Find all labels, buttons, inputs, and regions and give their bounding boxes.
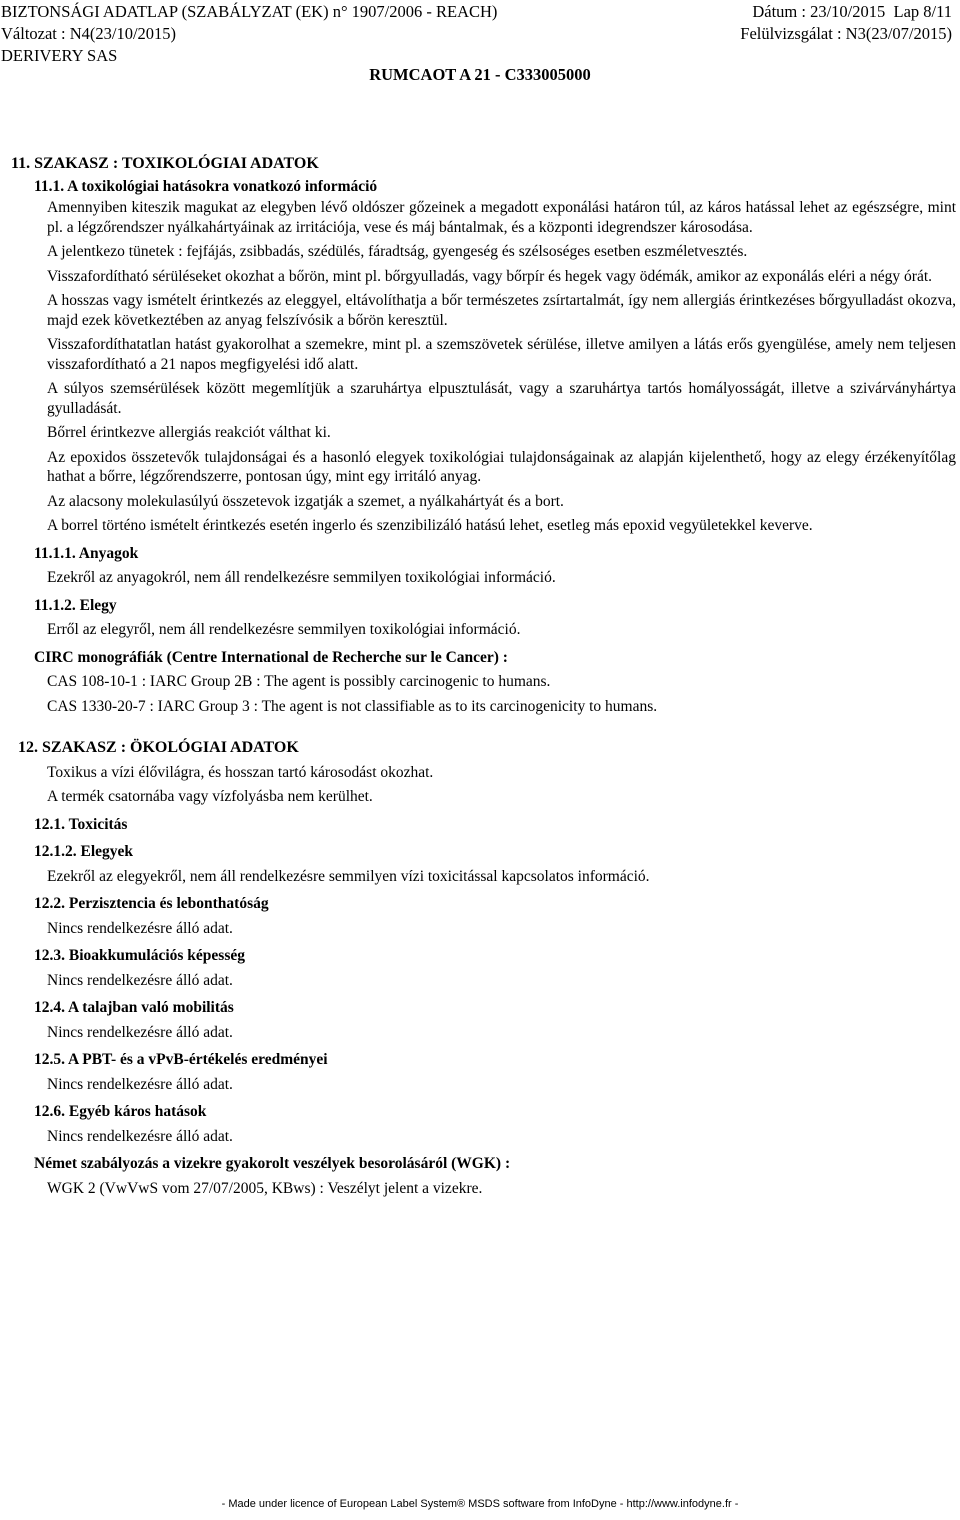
subsection-12-3-title: 12.3. Bioakkumulációs képesség bbox=[34, 947, 246, 964]
paragraph: Ezekről az anyagokról, nem áll rendelkezésre semmilyen toxikológiai információ. bbox=[47, 569, 556, 586]
paragraph: Az epoxidos összetevők tulajdonságai és a hasonló elegyek toxikológiai tulajdonságainak az alapján kijelenthető, hogy az elegy érzékenyítőlag hathat a bőrre, légzőrendszerre, pontosan úgy, mint egy irritáló anyag. bbox=[47, 448, 956, 485]
date-page-line bbox=[612, 1, 952, 23]
subsection-12-6-title: 12.6. Egyéb káros hatások bbox=[34, 1103, 207, 1120]
paragraph: A súlyos szemsérülések között megemlítjük a szaruhártya elpusztulását, vagy a szaruhártya tartós homályosságát, illetve a szivárványhártya gyulladását. bbox=[47, 380, 956, 417]
paragraph: A termék csatornába vagy vízfolyásba nem kerülhet. bbox=[47, 788, 373, 805]
paragraph: Bőrrel érintkezve allergiás reakciót válthat ki. bbox=[47, 424, 331, 441]
subsection-11-1-1-title: 11.1.1. Anyagok bbox=[34, 544, 139, 562]
paragraph: Az alacsony molekulasúlyú összetevok izgatják a szemet, a nyálkahártyát és a bort. bbox=[47, 492, 564, 510]
subsection-11-1-2-title: 11.1.2. Elegy bbox=[34, 596, 117, 614]
paragraph: Ezekről az elegyekről, nem áll rendelkezésre semmilyen vízi toxicitással kapcsolatos információ. bbox=[47, 867, 650, 885]
paragraph: A jelentkezo tünetek : fejfájás, zsibbadás, szédülés, fáradtság, gyengeség és szélsoséges esetben eszméletvesztés. bbox=[47, 243, 748, 260]
section-11-title: 11. SZAKASZ : TOXIKOLÓGIAI ADATOK bbox=[11, 155, 319, 172]
header-left bbox=[1, 1, 621, 67]
paragraph: Nincs rendelkezésre álló adat. bbox=[47, 919, 233, 937]
circ-line: CAS 1330-20-7 : IARC Group 3 : The agent is not classifiable as to its carcinogenicity to humans. bbox=[47, 697, 658, 715]
header-right bbox=[612, 1, 952, 45]
document-title: BIZTONSÁGI ADATLAP (SZABÁLYZAT (EK) n° 1907/2006 - REACH) bbox=[1, 2, 498, 21]
document-body bbox=[0, 154, 958, 1198]
paragraph: Nincs rendelkezésre álló adat. bbox=[47, 1127, 233, 1145]
wgk-title: Német szabályozás a vizekre gyakorolt veszélyek besorolásáról (WGK) : bbox=[34, 1155, 511, 1172]
paragraph: Amennyiben kiteszik magukat az elegyben lévő oldószer gőzeinek a megadott exponálási határon túl, az káros hatással lehet az egészségre, mint pl. a légzőrendszer nyálkahártyáinak az irritációja, vese és máj bántalmak, és a központi idegrendszer károsodása. bbox=[47, 199, 956, 236]
wgk-line: WGK 2 (VwVwS vom 27/07/2005, KBws) : Veszélyt jelent a vizekre. bbox=[47, 1179, 483, 1197]
subsection-12-2-title: 12.2. Perzisztencia és lebonthatóság bbox=[34, 895, 269, 912]
circ-title: CIRC monográfiák (Centre International de Recherche sur le Cancer) : bbox=[34, 648, 508, 666]
section-12-title: 12. SZAKASZ : ÖKOLÓGIAI ADATOK bbox=[18, 739, 299, 756]
paragraph: A hosszas vagy ismételt érintkezés az eleggyel, eltávolíthatja a bőr természetes zsírtartalmát, így nem allergiás érintkezéses bőrgyulladást okozva, majd ezek következtében az anyag felszívósik a bőrön keresztül. bbox=[47, 292, 956, 329]
company-name: DERIVERY SAS bbox=[1, 46, 118, 65]
subsection-11-1-title: 11.1. A toxikológiai hatásokra vonatkozó információ bbox=[34, 177, 378, 195]
subsection-12-5-title: 12.5. A PBT- és a vPvB-értékelés eredményei bbox=[34, 1051, 328, 1068]
page-number: Lap 8/11 bbox=[893, 2, 952, 21]
product-name: RUMCAOT A 21 - C333005000 bbox=[369, 65, 591, 84]
date-label: Dátum : 23/10/2015 bbox=[752, 2, 886, 21]
subsection-12-4-title: 12.4. A talajban való mobilitás bbox=[34, 999, 234, 1016]
paragraph: Nincs rendelkezésre álló adat. bbox=[47, 1023, 233, 1041]
revision-label: Felülvizsgálat : N3(23/07/2015) bbox=[740, 24, 952, 43]
subsection-12-1-2-title: 12.1.2. Elegyek bbox=[34, 843, 134, 860]
page-footer: - Made under licence of European Label System® MSDS software from InfoDyne - http://www.infodyne.fr - bbox=[221, 1498, 739, 1510]
page-header bbox=[0, 0, 960, 90]
paragraph: Nincs rendelkezésre álló adat. bbox=[47, 971, 233, 989]
paragraph: Visszafordítható sérüléseket okozhat a bőrön, mint pl. bőrgyulladás, vagy bőrpír és hegek vagy ödémák, amikor az exponálás eléri a négy órát. bbox=[47, 267, 933, 285]
paragraph: Erről az elegyről, nem áll rendelkezésre semmilyen toxikológiai információ. bbox=[47, 621, 521, 638]
paragraph: A borrel történo ismételt érintkezés esetén ingerlo és szenzibilizáló hatású lehet, esetleg más epoxid vegyületekkel keverve. bbox=[47, 517, 813, 534]
version-label: Változat : N4(23/10/2015) bbox=[1, 24, 177, 43]
subsection-12-1-title: 12.1. Toxicitás bbox=[34, 815, 128, 833]
circ-line: CAS 108-10-1 : IARC Group 2B : The agent is possibly carcinogenic to humans. bbox=[47, 673, 551, 690]
paragraph: Toxikus a vízi élővilágra, és hosszan tartó károsodást okozhat. bbox=[47, 763, 434, 781]
paragraph: Visszafordíthatatlan hatást gyakorolhat a szemekre, mint pl. a szemszövetek sérülése, illetve amilyen a látás erős gyengülése, amely nem teljesen visszafordítható a 21 napos megfigyelési idő alatt. bbox=[47, 336, 956, 373]
paragraph: Nincs rendelkezésre álló adat. bbox=[47, 1075, 233, 1093]
